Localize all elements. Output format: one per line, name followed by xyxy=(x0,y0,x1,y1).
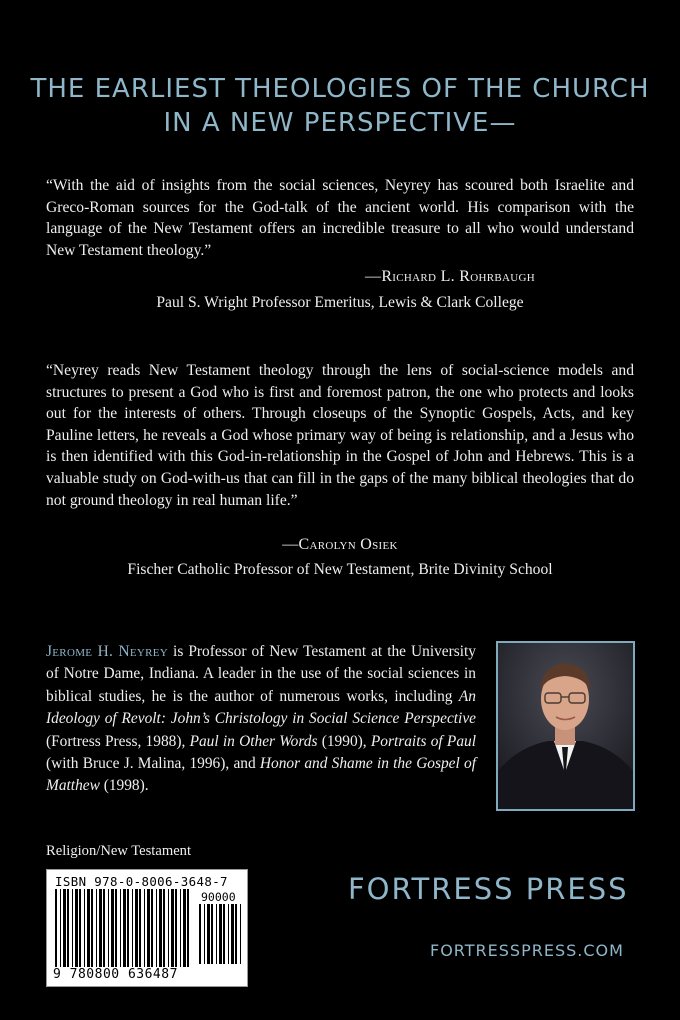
barcode-bar xyxy=(67,889,69,967)
endorser-title-2: Fischer Catholic Professor of New Testament, Brite Divinity School xyxy=(127,561,553,578)
barcode-bar xyxy=(171,889,174,967)
barcode-bar xyxy=(151,889,153,967)
barcode-bar xyxy=(199,904,201,964)
publisher-website: FORTRESSPRESS.COM xyxy=(430,941,624,960)
ean-digits: 9 780800 636487 xyxy=(53,967,178,982)
barcode-bar xyxy=(99,889,102,967)
barcode-bar xyxy=(135,889,138,967)
barcode-bar xyxy=(159,889,162,967)
category-label: Religion/New Testament xyxy=(46,843,192,859)
price-code: 90000 xyxy=(201,890,236,904)
barcode-bar xyxy=(79,889,81,967)
barcode-bar xyxy=(219,904,222,964)
barcode-bar xyxy=(147,889,150,967)
barcode-bar xyxy=(115,889,117,967)
barcode-bar xyxy=(55,889,57,967)
endorser-title-1: Paul S. Wright Professor Emeritus, Lewis & Clark College xyxy=(156,294,524,311)
endorser-name-1: —Richard L. Rohrbaugh xyxy=(365,268,535,285)
book-title: Portraits of Paul xyxy=(370,732,477,750)
endorsement-quote-2: “Neyrey reads New Testament theology through the lens of social-science models and structures to present a God who is first and foremost patron, the one who protects and looks out for the interests of others. Through closeups of the Synoptic Gospels, Acts, and key Pauline letters, he reveals a God whose primary way of being is relationship, and a Jesus who is then identified with this God-in-relationship in the Gospel of John and Hebrews. This is a valuable study on God-with-us that can fill in the gaps of the many biblical theologies that do not ground theology in real human life.” xyxy=(46,362,634,509)
barcode-bar xyxy=(223,904,225,964)
back-cover-headline xyxy=(0,72,680,140)
endorsement-quote-1: “With the aid of insights from the social sciences, Neyrey has scoured both Israelite and Greco-Roman sources for the God-talk of the ancient world. His comparison with the language of the New Testament offers an incredible treasure to all who would understand New Testament theology.” xyxy=(46,177,634,259)
addon-barcode-bars xyxy=(197,904,243,964)
ean-barcode-bars xyxy=(53,889,193,967)
publisher-name: FORTRESS PRESS xyxy=(348,872,629,906)
barcode-bar xyxy=(180,889,181,967)
book-title: Paul in Other Words xyxy=(189,732,318,750)
author-bio-text: (1998). xyxy=(99,777,149,795)
barcode-bar xyxy=(120,889,121,967)
barcode-bar xyxy=(228,904,229,964)
isbn-barcode xyxy=(46,869,248,987)
barcode-bar xyxy=(235,904,237,964)
barcode-bar xyxy=(139,889,141,967)
barcode-bar xyxy=(108,889,109,967)
barcode-bar xyxy=(204,904,205,964)
barcode-bar xyxy=(211,904,213,964)
barcode-bar xyxy=(123,889,126,967)
barcode-bar xyxy=(168,889,169,967)
barcode-bar xyxy=(111,889,114,967)
barcode-bar xyxy=(60,889,61,967)
barcode-bar xyxy=(240,904,241,964)
headline-line-2: IN A NEW PERSPECTIVE— xyxy=(163,108,517,138)
author-name: Jerome H. Neyrey xyxy=(46,643,169,660)
barcode-bar xyxy=(132,889,133,967)
isbn-number: ISBN 978-0-8006-3648-7 xyxy=(55,874,228,889)
barcode-bar xyxy=(75,889,78,967)
barcode-bar xyxy=(207,904,210,964)
book-title: An Ideology of Revolt: John’s Christology in Social Science Perspective xyxy=(46,687,476,728)
author-bio-text: (with Bruce J. Malina, 1996), and xyxy=(46,755,260,773)
author-bio-text: is Professor of New Testament at the University of Notre Dame, Indiana. A leader in the use of the social sciences in biblical studies, he is the author of numerous works, including xyxy=(46,643,476,705)
barcode-bar xyxy=(127,889,129,967)
author-bio-text: (Fortress Press, 1988), xyxy=(46,732,190,750)
barcode-bar xyxy=(183,889,186,967)
author-portrait xyxy=(498,643,633,809)
author-bio xyxy=(46,641,476,798)
barcode-bar xyxy=(156,889,157,967)
barcode-bar xyxy=(231,904,234,964)
barcode-bar xyxy=(87,889,90,967)
endorser-name-2: —Carolyn Osiek xyxy=(282,536,398,553)
barcode-bar xyxy=(84,889,85,967)
barcode-bar xyxy=(103,889,105,967)
barcode-bar xyxy=(96,889,97,967)
barcode-bar xyxy=(175,889,177,967)
barcode-bar xyxy=(63,889,66,967)
barcode-bar xyxy=(163,889,165,967)
barcode-bar xyxy=(91,889,93,967)
author-photo xyxy=(496,641,635,811)
barcode-bar xyxy=(144,889,145,967)
barcode-bar xyxy=(216,904,217,964)
barcode-bar xyxy=(72,889,73,967)
book-title: Honor and Shame in the Gospel of Matthew xyxy=(46,755,476,795)
barcode-bar xyxy=(187,889,189,967)
author-bio-text: (1990), xyxy=(317,732,371,750)
headline-line-1: THE EARLIEST THEOLOGIES OF THE CHURCH xyxy=(30,74,650,104)
